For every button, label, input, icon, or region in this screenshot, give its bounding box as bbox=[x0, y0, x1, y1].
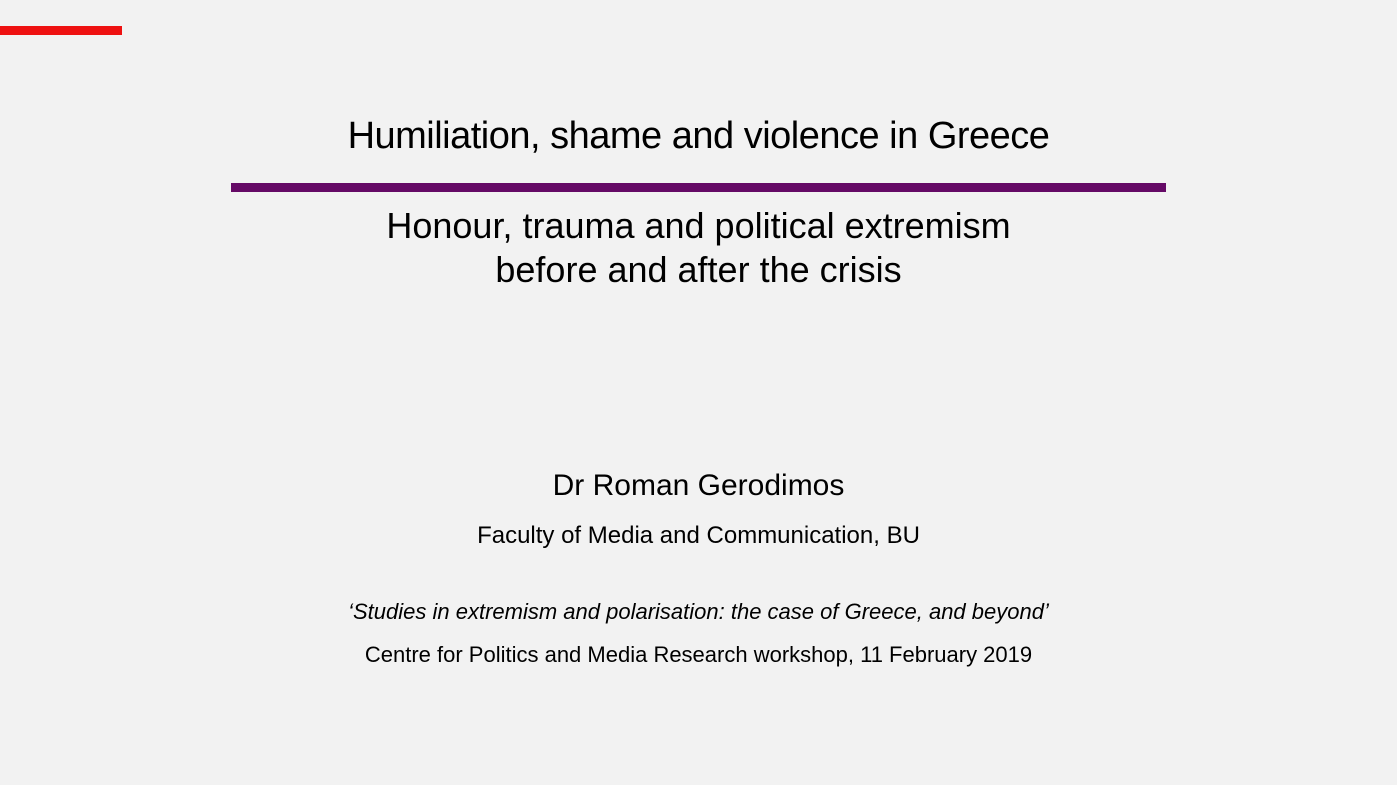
author-name: Dr Roman Gerodimos bbox=[552, 469, 845, 502]
slide-title: Humiliation, shame and violence in Greece bbox=[347, 115, 1050, 157]
subtitle-line-1: Honour, trauma and political extremism bbox=[386, 205, 1011, 246]
title-divider bbox=[231, 183, 1166, 192]
event-title: ‘Studies in extremism and polarisation: the case of Greece, and beyond’ bbox=[348, 599, 1049, 624]
event-details: Centre for Politics and Media Research workshop, 11 February 2019 bbox=[364, 642, 1033, 667]
slide-subtitle bbox=[0, 204, 1397, 292]
subtitle-line-2: before and after the crisis bbox=[495, 249, 902, 290]
red-accent-bar bbox=[0, 26, 122, 35]
author-affiliation: Faculty of Media and Communication, BU bbox=[477, 522, 920, 549]
